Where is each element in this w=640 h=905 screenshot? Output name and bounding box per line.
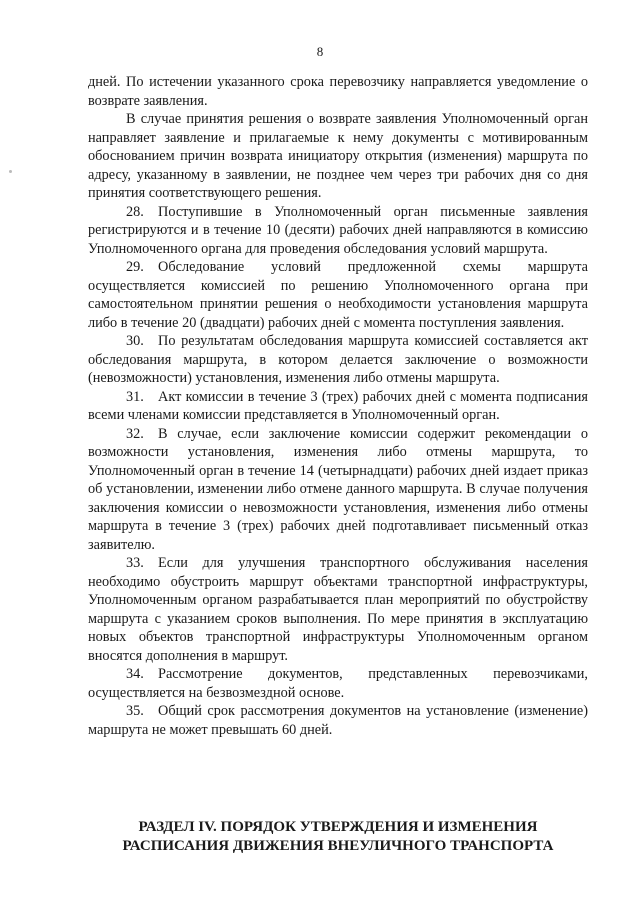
- paragraph-continuation: [88, 73, 588, 110]
- clause-29: [88, 258, 588, 332]
- paragraph-text: В случае принятия решения о возврате заявления Уполномоченный орган направляет заявление и прилагаемые к нему документы с мотивированным обоснованием причин возврата инициатору открытия (изменения) маршрута по адресу, указанному в заявлении, не позднее чем через три рабочих дня со дня принятия соответствующего решения.: [88, 111, 588, 201]
- clause-31: [88, 388, 588, 425]
- page-number: 8: [316, 44, 324, 59]
- section-heading-line-1: РАЗДЕЛ IV. ПОРЯДОК УТВЕРЖДЕНИЯ И ИЗМЕНЕНИЯ: [138, 819, 538, 835]
- document-body: [88, 73, 588, 739]
- clause-text: Акт комиссии в течение 3 (трех) рабочих дней с момента подписания всеми членами комиссии представляется в Уполномоченный орган.: [88, 388, 588, 423]
- clause-text: Поступившие в Уполномоченный орган письменные заявления регистрируются и в течение 10 (десяти) рабочих дней направляются в комиссию Уполномоченного органа для проведения обследования условий маршрута.: [88, 203, 588, 257]
- section-heading-line-2: РАСПИСАНИЯ ДВИЖЕНИЯ ВНЕУЛИЧНОГО ТРАНСПОРТА: [122, 838, 554, 854]
- clause-text: Обследование условий предложенной схемы маршрута осуществляется комиссией по решению Уполномоченного органа при самостоятельном принятии решения о необходимости установления маршрута либо в течение 20 (двадцати) рабочих дней с момента поступления заявления.: [88, 259, 588, 331]
- clause-number: 33.: [126, 555, 144, 571]
- clause-28: [88, 203, 588, 259]
- clause-text: В случае, если заключение комиссии содержит рекомендации о возможности установления, изменения либо отмены маршрута, то Уполномоченный орган в течение 14 (четырнадцати) рабочих дней издает приказ об установлении, изменении либо отмене данного маршрута. В случае получения заключения комиссии о невозможности установления, изменения либо отмены маршрута в течение 3 (трех) рабочих дней подготавливает письменный отказ заявителю.: [88, 425, 588, 553]
- clause-number: 28.: [126, 203, 144, 220]
- clause-30: [88, 332, 588, 388]
- clause-number: 34.: [126, 666, 144, 682]
- clause-text: Рассмотрение документов, представленных перевозчиками, осуществляется на безвозмездной основе.: [88, 666, 588, 701]
- clause-number: 31.: [126, 388, 144, 405]
- scan-speck: [9, 170, 12, 173]
- clause-text: По результатам обследования маршрута комиссией составляется акт обследования маршрута, в котором делается заключение о возможности (невозможности) установления, изменения либо отмены маршрута.: [88, 333, 588, 386]
- paragraph-text: дней. По истечении указанного срока перевозчику направляется уведомление о возврате заявления.: [88, 74, 588, 109]
- section-heading: [88, 818, 588, 856]
- clause-text: Общий срок рассмотрения документов на установление (изменение) маршрута не может превышать 60 дней.: [88, 703, 588, 738]
- clause-34: [88, 665, 588, 702]
- clause-number: 32.: [126, 425, 144, 442]
- clause-number: 29.: [126, 259, 144, 275]
- clause-number: 30.: [126, 333, 144, 349]
- clause-text: Если для улучшения транспортного обслуживания населения необходимо обустроить маршрут объектами транспортной инфраструктуры, Уполномоченным органом разрабатывается план мероприятий по обустройству маршрута с указанием сроков выполнения. По мере принятия в эксплуатацию новых объектов транспортной инфраструктуры Уполномоченным органом вносятся дополнения в маршрут.: [88, 555, 588, 664]
- clause-33: [88, 554, 588, 665]
- clause-32: [88, 425, 588, 555]
- paragraph-return-decision: [88, 110, 588, 203]
- clause-number: 35.: [126, 703, 144, 719]
- clause-35: [88, 702, 588, 739]
